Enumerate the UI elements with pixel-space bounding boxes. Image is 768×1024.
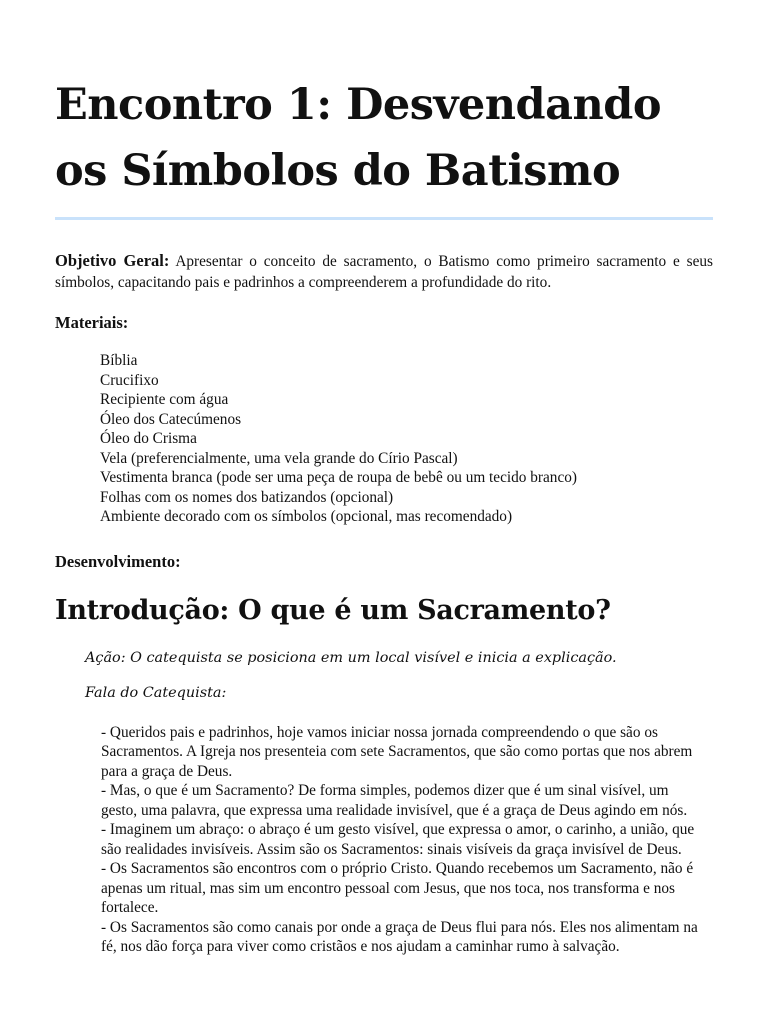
list-item: Óleo do Crisma: [100, 430, 197, 447]
document-page: [55, 72, 713, 957]
speech-paragraph: - Mas, o que é um Sacramento? De forma simples, podemos dizer que é um sinal visível, um gesto, uma palavra, que expressa uma realidade invisível, que é a graça de Deus agindo em nós.: [101, 782, 688, 819]
title-divider: [55, 217, 713, 220]
list-item: Ambiente decorado com os símbolos (opcional, mas recomendado): [100, 508, 513, 525]
list-item: Óleo dos Catecúmenos: [100, 410, 242, 428]
list-item: Recipiente com água: [100, 391, 229, 408]
speech-paragraph: - Queridos pais e padrinhos, hoje vamos iniciar nossa jornada compreendendo o que são os Sacramentos. A Igreja nos presenteia com sete Sacramentos, que são como portas que nos abrem para a graça de Deus.: [101, 723, 693, 780]
development-label: Desenvolvimento:: [55, 551, 181, 571]
materials-label: Materiais:: [55, 313, 129, 332]
speech-paragraph: - Imaginem um abraço: o abraço é um gesto visível, que expressa o amor, o carinho, a união, que são realidades invisíveis. Assim são os Sacramentos: sinais visíveis da graça invisível de Deus.: [101, 821, 695, 858]
list-item: Crucifixo: [100, 371, 159, 389]
speech-block: [101, 723, 707, 957]
section-heading: Introdução: O que é um Sacramento?: [55, 594, 611, 626]
objective-text: Apresentar o conceito de sacramento, o Batismo como primeiro sacramento e seus símbolos, capacitando pais e padrinhos a compreenderem a profundidade do rito.: [55, 253, 713, 291]
materials-list: [100, 351, 713, 527]
objective-paragraph: [55, 250, 713, 293]
action-note: Ação: O catequista se posiciona em um local visível e inicia a explicação.: [85, 649, 617, 666]
list-item: Vela (preferencialmente, uma vela grande do Círio Pascal): [100, 449, 458, 467]
list-item: Bíblia: [100, 352, 138, 369]
objective-label: Objetivo Geral:: [55, 251, 170, 270]
speaker-label: Fala do Catequista:: [85, 684, 227, 701]
speech-paragraph: - Os Sacramentos são encontros com o próprio Cristo. Quando recebemos um Sacramento, não é apenas um ritual, mas sim um encontro pessoal com Jesus, que nos toca, nos transforma e nos fortalece.: [101, 860, 694, 916]
list-item: Folhas com os nomes dos batizandos (opcional): [100, 488, 394, 506]
list-item: Vestimenta branca (pode ser uma peça de roupa de bebê ou um tecido branco): [100, 469, 577, 486]
page-title: Encontro 1: Desvendando os Símbolos do Batismo: [55, 80, 661, 196]
speech-paragraph: - Os Sacramentos são como canais por onde a graça de Deus flui para nós. Eles nos alimentam na fé, nos dão força para viver como cristãos e nos ajudam a caminhar rumo à salvação.: [101, 918, 698, 955]
